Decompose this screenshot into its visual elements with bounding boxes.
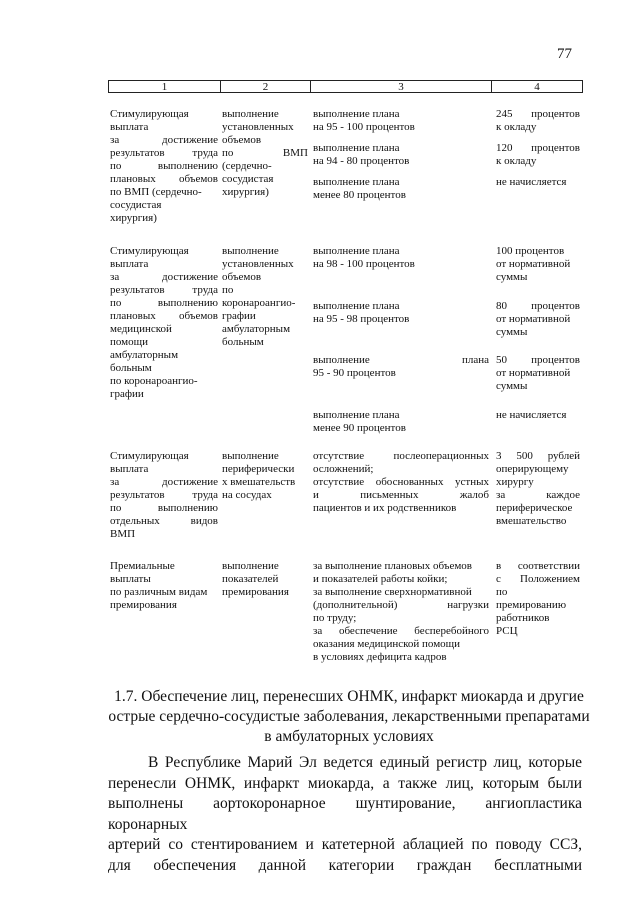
row3-col3: отсутствие послеоперационных осложнений; отсутствие обоснованных устных и письменных жалоб пациентов и их родственников: [313, 450, 489, 514]
row2-col1: Стимулирующая выплата за достижение результатов труда по выполнению плановых объемов медицинской помощи амбулаторным больным по коронароангио- графии: [110, 245, 218, 400]
row2-col2: выполнение установленных объемов по коронароангио- графии амбулаторным больным: [222, 245, 296, 348]
row1-col3: выполнение плана на 94 - 80 процентов: [313, 142, 410, 167]
row1-col1: Стимулирующая выплата за достижение результатов труда по выполнению плановых объемов по ВМП (сердечно- сосудистая хирургия): [110, 108, 218, 224]
row1-col4: 245 процентов к окладу: [496, 108, 580, 133]
row2-col4: 100 процентов от нормативной суммы: [496, 245, 571, 283]
header-col-2: 2: [220, 81, 310, 92]
row1-col4: 120 процентов к окладу: [496, 142, 580, 167]
row1-col3: выполнение плана на 95 - 100 процентов: [313, 108, 415, 133]
row2-col4: 50 процентов от нормативной суммы: [496, 354, 580, 392]
header-col-1: 1: [161, 81, 168, 93]
row2-col3: выполнение плана на 95 - 98 процентов: [313, 300, 410, 325]
row3-col2: выполнение периферически х вмешательств на сосудах: [222, 450, 296, 501]
table-header: [108, 80, 583, 93]
page-number: 77: [557, 46, 572, 62]
row2-col3: выполнение плана 95 - 90 процентов: [313, 354, 489, 379]
row3-col1: Стимулирующая выплата за достижение результатов труда по выполнению отдельных видов ВМП: [110, 450, 218, 540]
row3-col4: 3 500 рублей оперирующему хирургу за каждое периферическое вмешательство: [496, 450, 580, 527]
header-col-4: 4: [491, 81, 582, 92]
row1-col4: не начисляется: [496, 176, 567, 188]
row4-col2: выполнение показателей премирования: [222, 560, 289, 598]
row4-col3: за выполнение плановых объемов и показателей работы койки; за выполнение сверхнормативной (дополнительной) нагрузки по труду; за обеспечение бесперебойного оказания медицинской помощи в условиях дефицита кадров: [313, 560, 489, 663]
row1-col3: выполнение плана менее 80 процентов: [313, 176, 406, 201]
body-paragraph: В Республике Марий Эл ведется единый регистр лиц, которые перенесли ОНМК, инфаркт миокарда, а также лиц, которым были выполнены аортокоронарное шунтирование, ангиопластика коронарных артерий со стентированием и катетерной аблацией по поводу ССЗ, для обеспечения данной категории граждан бесплатными: [108, 754, 582, 874]
header-col-3: 3: [310, 81, 491, 92]
row2-col3: выполнение плана на 98 - 100 процентов: [313, 245, 415, 270]
row2-col4: не начисляется: [496, 409, 567, 421]
row1-col2: выполнение установленных объемов по ВМП (сердечно- сосудистая хирургия): [222, 108, 308, 198]
row4-col1: Премиальные выплаты по различным видам премирования: [110, 560, 208, 611]
section-title: 1.7. Обеспечение лиц, перенесших ОНМК, инфаркт миокарда и другие острые сердечно-сосудистые заболевания, лекарственными препаратами в амбулаторных условиях: [108, 688, 590, 745]
row4-col4: в соответствии с Положением по премированию работников РСЦ: [496, 560, 580, 637]
row2-col3: выполнение плана менее 90 процентов: [313, 409, 406, 434]
row2-col4: 80 процентов от нормативной суммы: [496, 300, 580, 338]
